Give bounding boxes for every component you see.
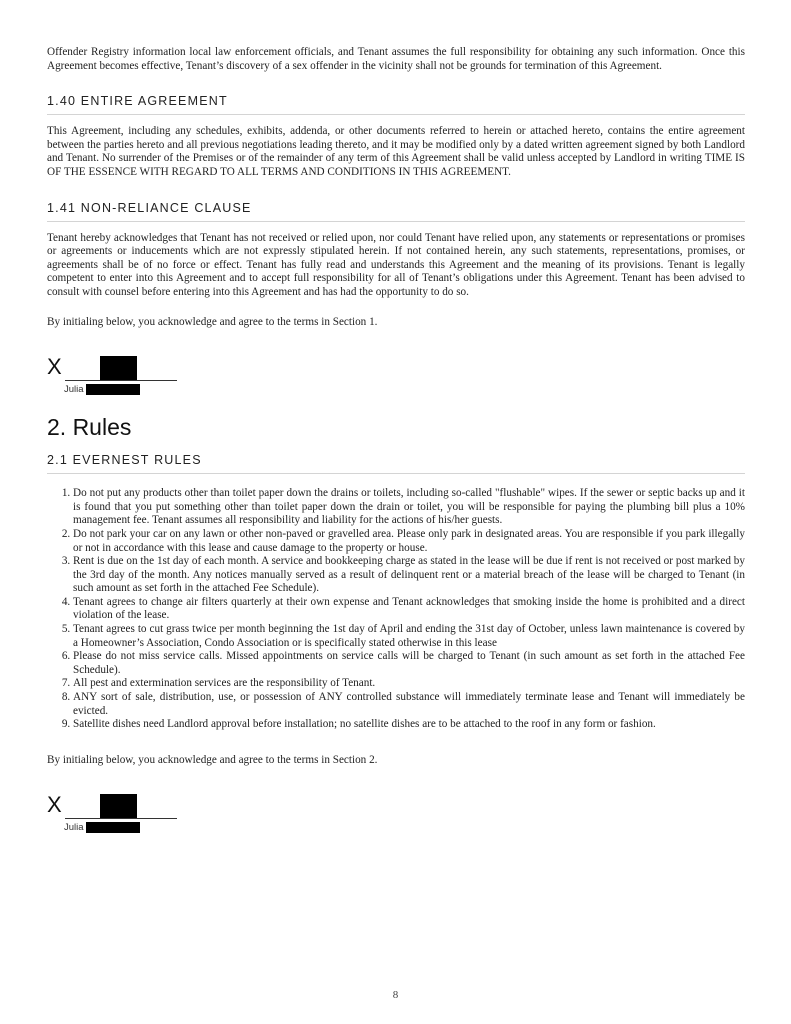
signature-x-mark: X [47,792,62,818]
acknowledgement-section-1: By initialing below, you acknowledge and agree to the terms in Section 1. [47,315,378,328]
list-item: 7. All pest and extermination services are the responsibility of Tenant. [73,677,745,691]
signature-line [65,818,177,819]
redacted-surname [86,384,140,395]
section-heading-evernest-rules: 2.1 EVERNEST RULES [47,453,745,474]
signer-name: Julia [64,384,84,396]
signature-x-mark: X [47,354,62,380]
list-item: 4. Tenant agrees to change air filters quarterly at their own expense and Tenant acknowledges that smoking inside the home is prohibited and a direct violation of the lease. [73,596,745,623]
entire-agreement-paragraph: This Agreement, including any schedules, exhibits, addenda, or other documents referred to herein or attached hereto, contains the entire agreement between the parties hereto and all previous negotiations leading thereto, and it may be modified only by a dated written agreement signed by both Landlord and Tenant. No surrender of the Premises or of the remainder of any term of this Agreement shall be valid unless accepted by Landlord in writing TIME IS OF THE ESSENCE WITH REGARD TO ALL TERMS AND CONDITIONS IN THIS AGREEMENT. [47,125,745,178]
non-reliance-paragraph: Tenant hereby acknowledges that Tenant has not received or relied upon, nor could Tenant have relied upon, any statements or representations or promises or agreements or inducements which are not expressly stipulated herein. If not contained herein, any such statements, representations, promises, or agreements shall be of no force or effect. Tenant has fully read and understands this Agreement and the meaning of its provisions. Tenant is legally competent to enter into this Agreement and to accept full responsibility for all of Tenant’s obligations under this Agreement. Tenant has been advised to consult with counsel before entering into this Agreement and has had the opportunity to do so. [47,231,745,298]
section-heading-entire-agreement: 1.40 ENTIRE AGREEMENT [47,94,745,115]
page-number: 8 [392,989,399,1001]
list-item: 3. Rent is due on the 1st day of each month. A service and bookkeeping charge as stated in the lease will be due if rent is not received or post marked by the 3rd day of the month. Any notices manually served as a result of delinquent rent or a material breach of the lease will be charged to Tenant (in such amount as set forth in the attached Fee Schedule). [73,555,745,596]
chapter-title-rules: 2. Rules [47,414,132,441]
list-item: 9. Satellite dishes need Landlord approval before installation; no satellite dishes are to be attached to the roof in any form or fashion. [73,718,745,732]
acknowledgement-section-2: By initialing below, you acknowledge and agree to the terms in Section 2. [47,753,378,766]
redacted-surname [86,822,140,833]
signer-name: Julia [64,822,84,834]
list-item: 2. Do not park your car on any lawn or other non-paved or gravelled area. Please only park in designated areas. You are responsible if you park illegally or not in accordance with this lease and cause damage to the property or house. [73,528,745,555]
rules-list [47,487,745,732]
initial-signature-section-1 [47,356,187,396]
redacted-initials [100,356,137,380]
list-item: 6. Please do not miss service calls. Missed appointments on service calls will be charged to Tenant (in such amount as set forth in the attached Fee Schedule). [73,650,745,677]
document-page [47,46,745,834]
section-heading-non-reliance: 1.41 NON-RELIANCE CLAUSE [47,201,745,222]
list-item: 1. Do not put any products other than toilet paper down the drains or toilets, including so-called "flushable" wipes. If the sewer or septic backs up and it is found that you put something other than toilet paper down the drain or toilet, you will be responsible for paying the plumbing bill plus a 10% management fee. Tenant assumes all responsibility and liability for the actions of his/her guests. [73,487,745,528]
intro-paragraph: Offender Registry information local law enforcement officials, and Tenant assumes the full responsibility for obtaining any such information. Once this Agreement becomes effective, Tenant’s discovery of a sex offender in the vicinity shall not be grounds for termination of this Agreement. [47,46,745,72]
list-item: 8. ANY sort of sale, distribution, use, or possession of ANY controlled substance will immediately terminate lease and Tenant will immediately be evicted. [73,691,745,718]
signature-line [65,380,177,381]
list-item: 5. Tenant agrees to cut grass twice per month beginning the 1st day of April and ending the 31st day of October, unless lawn maintenance is covered by a Homeowner’s Association, Condo Association or is specifically stated otherwise in this lease [73,623,745,650]
initial-signature-section-2 [47,794,187,834]
redacted-initials [100,794,137,818]
